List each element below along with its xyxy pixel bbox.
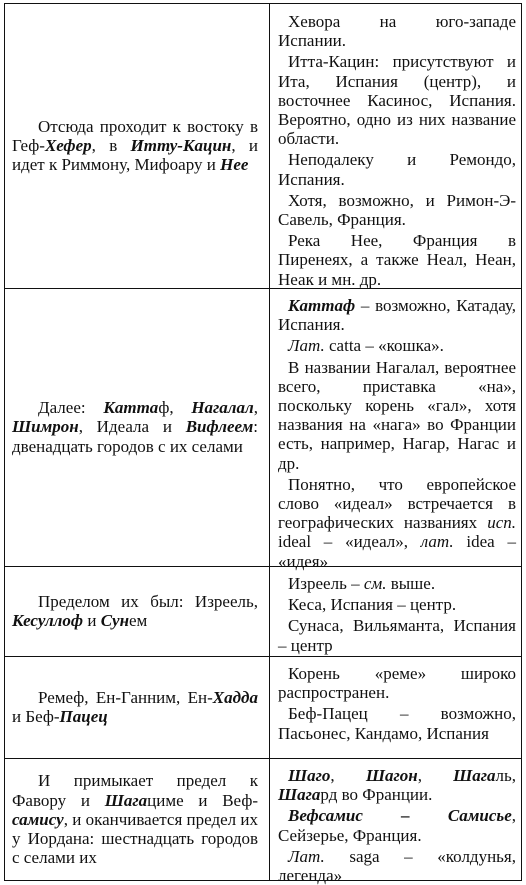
text-run: ideal – «идеал»,: [278, 532, 421, 552]
text-run: Понятно, что европейское слово «идеал» встречается в географических названиях: [278, 474, 516, 533]
text-run: Неподалеку и Ремондо, Испания.: [278, 150, 516, 189]
emphasized-text: Шага: [278, 785, 321, 805]
emphasized-text: Катта: [103, 398, 159, 418]
emphasized-text: лат.: [420, 532, 454, 552]
text-run: ,: [253, 398, 259, 418]
paragraph: [278, 52, 516, 148]
table-row-5-right-cell: [278, 766, 516, 885]
emphasized-text: Хефер: [44, 135, 92, 155]
table-row-2-right-cell: [278, 296, 516, 571]
text-run: И примыкает предел к Фавору и: [12, 771, 258, 810]
emphasized-text: исп.: [487, 513, 516, 533]
table-row-2-left-cell: [12, 288, 258, 566]
text-run: Хотя, возможно, и Римон-Э-Савель, Франция.: [278, 190, 516, 230]
paragraph: [278, 475, 516, 571]
column-divider: [269, 3, 270, 881]
text-run: Ремеф, Ен-Ганним, Ен-: [38, 687, 213, 707]
text-run: циме и Веф-: [147, 790, 258, 810]
text-run: рд во Франции.: [320, 785, 433, 805]
table-row-1-left-cell: [12, 3, 258, 288]
paragraph: [278, 336, 516, 355]
emphasized-text: Шагон: [365, 766, 418, 785]
text-run: Отсюда проходит к востоку в Геф-: [12, 116, 258, 155]
emphasized-text: Шаго: [288, 766, 331, 785]
paragraph: [278, 150, 516, 188]
text-run: , Идеала и: [78, 417, 186, 437]
emphasized-text: Шага: [453, 766, 496, 785]
table-row-4-left-cell: [12, 656, 258, 758]
paragraph: [278, 766, 516, 804]
text-run: , в: [91, 135, 131, 155]
table-row-3-right-cell: [278, 574, 516, 655]
row-1-left-text: [12, 117, 258, 175]
emphasized-text: Кесуллоф: [12, 611, 84, 630]
emphasized-text: Итту-Кацин: [130, 135, 232, 155]
table-row-5-left-cell: [12, 758, 258, 881]
text-run: и Беф-: [12, 707, 60, 726]
row-5-left-text: [12, 771, 258, 867]
paragraph: [278, 191, 516, 229]
text-run: ,: [417, 766, 454, 785]
row-4-left-text: [12, 688, 258, 726]
text-run: Изреель –: [288, 574, 364, 593]
text-run: Хевора на юго-западе Испании.: [278, 12, 516, 51]
text-run: Беф-Пацец – возможно, Пасьонес, Кандамо, Испания: [278, 704, 516, 743]
emphasized-text: Пацец: [59, 707, 108, 726]
emphasized-text: Нее: [220, 155, 249, 175]
text-run: ль,: [495, 766, 517, 785]
text-run: idea – «идея»: [278, 532, 516, 571]
text-run: Итта-Кацин: присутствуют и Ита, Испания (центр), и восточнее Касинос, Испания. Вероятно, одно из них название области.: [278, 52, 516, 149]
emphasized-text: самису: [12, 809, 64, 829]
emphasized-text: Каттаф: [288, 296, 356, 315]
emphasized-text: Вефсамис – Самисье: [288, 806, 512, 826]
text-run: ем: [129, 611, 148, 630]
text-run: и: [83, 611, 101, 630]
row-2-left-text: [12, 398, 258, 456]
text-run: – возможно, Катадау, Испания.: [278, 296, 516, 335]
text-run: saga – «колдунья, легенда»: [278, 846, 516, 885]
text-run: выше.: [386, 574, 436, 593]
emphasized-text: см.: [363, 574, 387, 593]
paragraph: [278, 847, 516, 885]
text-run: Пределом их был: Изреель,: [38, 591, 258, 611]
text-run: Река Нее, Франция в Пиренеях, а также Неал, Неан, Неак и мн. др.: [278, 231, 516, 289]
paragraph: [278, 574, 516, 593]
text-run: catta – «кошка».: [324, 336, 444, 356]
text-run: Далее:: [38, 398, 104, 418]
emphasized-text: Лат.: [288, 846, 325, 866]
text-run: ф,: [158, 398, 192, 418]
text-run: ,: [330, 766, 366, 785]
text-run: , Сейзерье, Франция.: [278, 806, 516, 845]
paragraph: [278, 616, 516, 654]
text-run: Сунаса, Вильяманта, Испания – центр: [278, 616, 516, 655]
emphasized-text: Хадда: [212, 687, 258, 707]
text-run: Корень «реме» широко распространен.: [278, 664, 516, 703]
text-run: Кеса, Испания – центр.: [288, 595, 457, 615]
paragraph: [278, 664, 516, 702]
paragraph: [278, 806, 516, 844]
text-run: , и оканчивается предел их у Иордана: шестнадцать городов с селами их: [12, 809, 258, 868]
paragraph: [278, 12, 516, 50]
paragraph: [278, 704, 516, 742]
text-run: В названии Нагалал, вероятнее всего, приставка «на», поскольку корень «гал», хотя названия на «нага» во Франции есть, например, Нагар, Нагас и др.: [278, 357, 516, 473]
emphasized-text: Шага: [104, 790, 148, 810]
table-row-1-right-cell: [278, 12, 516, 289]
row-3-left-text: [12, 592, 258, 630]
table-row-4-right-cell: [278, 664, 516, 743]
emphasized-text: Нагалал: [191, 398, 254, 418]
table-row-3-left-cell: [12, 566, 258, 656]
paragraph: [278, 231, 516, 289]
emphasized-text: Лат.: [288, 336, 325, 356]
paragraph: [278, 296, 516, 334]
document-page: [4, 3, 522, 885]
paragraph: [278, 358, 516, 473]
text-run: : двенадцать городов с их селами: [12, 417, 258, 456]
emphasized-text: Сун: [100, 611, 130, 630]
paragraph: [278, 595, 516, 614]
emphasized-text: Вифлеем: [185, 417, 254, 437]
text-run: , и идет к Риммону, Мифоару и: [12, 135, 258, 175]
emphasized-text: Шимрон: [12, 417, 79, 437]
